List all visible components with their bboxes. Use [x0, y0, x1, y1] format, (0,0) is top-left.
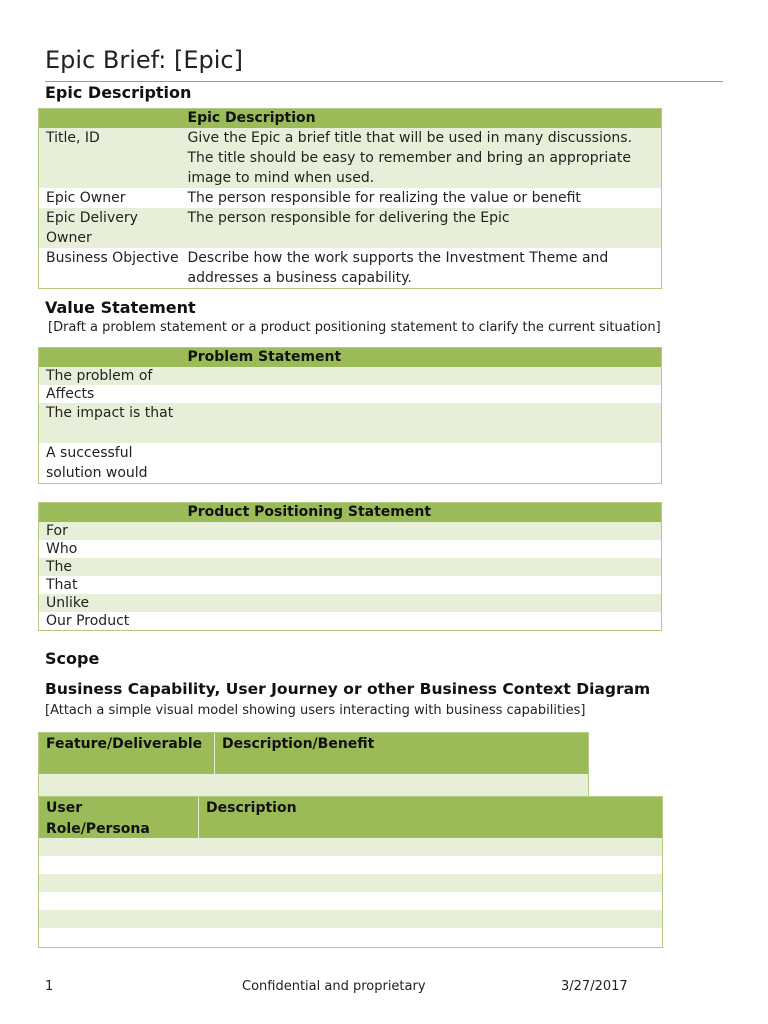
table-header-row	[39, 348, 662, 368]
row-label: Epic Delivery Owner	[46, 210, 138, 246]
table-row	[39, 540, 662, 558]
value-statement-note: [Draft a problem statement or a product positioning statement to clarify the current situation]	[48, 320, 661, 335]
footer-confidential: Confidential and proprietary	[242, 979, 426, 994]
footer-page-number: 1	[45, 979, 54, 994]
table-header-row	[39, 503, 662, 523]
table-row	[39, 576, 662, 594]
row-label: Business Objective	[46, 250, 179, 266]
row-text: The person responsible for realizing the value or benefit	[187, 190, 581, 206]
table-row	[39, 892, 662, 910]
table-row	[39, 367, 662, 385]
row-label: Affects	[46, 386, 95, 402]
persona-description-header: Description	[206, 800, 297, 816]
row-label: A successful solution would	[46, 445, 148, 481]
row-text: The person responsible for delivering the Epic	[187, 210, 510, 226]
table-row	[39, 558, 662, 576]
positioning-table-header: Product Positioning Statement	[181, 503, 662, 523]
product-positioning-table	[38, 502, 662, 631]
persona-table	[38, 796, 663, 948]
table-row	[39, 594, 662, 612]
epic-table-header: Epic Description	[181, 109, 662, 129]
row-label: Unlike	[46, 595, 90, 611]
row-label: Who	[46, 541, 78, 557]
row-label: The impact is that	[46, 405, 174, 421]
footer-date: 3/27/2017	[561, 979, 628, 994]
epic-description-heading: Epic Description	[45, 83, 192, 102]
table-row	[39, 856, 662, 874]
title-rule	[45, 81, 723, 82]
value-statement-heading: Value Statement	[45, 298, 196, 317]
table-row	[39, 248, 662, 289]
row-text: Describe how the work supports the Investment Theme and addresses a business capability.	[187, 250, 609, 286]
problem-statement-table	[38, 347, 662, 484]
table-row	[39, 208, 662, 248]
row-label: That	[46, 577, 78, 593]
problem-table-header: Problem Statement	[181, 348, 662, 368]
persona-col-header: User Role/Persona	[46, 800, 150, 837]
row-text: Give the Epic a brief title that will be used in many discussions. The title should be easy to remember and bring an appropriate image to mind when used.	[187, 130, 633, 186]
row-label: Our Product	[46, 613, 130, 629]
row-label: Title, ID	[46, 130, 100, 146]
table-row	[39, 128, 662, 188]
table-row	[39, 188, 662, 208]
row-label: The	[46, 559, 73, 575]
table-row	[39, 403, 662, 443]
scope-note: [Attach a simple visual model showing users interacting with business capabilities]	[45, 703, 586, 718]
table-row	[39, 838, 662, 856]
scope-heading: Scope	[45, 649, 100, 668]
table-row	[39, 774, 588, 796]
scope-subheading: Business Capability, User Journey or other Business Context Diagram	[45, 680, 651, 698]
table-row	[39, 385, 662, 403]
epic-description-table	[38, 108, 662, 289]
description-benefit-header: Description/Benefit	[222, 736, 375, 752]
table-row	[39, 874, 662, 892]
table-row	[39, 910, 662, 928]
document-title: Epic Brief: [Epic]	[45, 46, 243, 74]
table-header-row	[39, 109, 662, 129]
table-row	[39, 928, 662, 947]
row-label: For	[46, 523, 68, 539]
table-row	[39, 522, 662, 540]
table-row	[39, 443, 662, 484]
table-row	[39, 612, 662, 631]
feature-col-header: Feature/Deliverable	[46, 736, 203, 752]
row-label: The problem of	[46, 368, 153, 384]
feature-table	[38, 732, 589, 797]
row-label: Epic Owner	[46, 190, 126, 206]
